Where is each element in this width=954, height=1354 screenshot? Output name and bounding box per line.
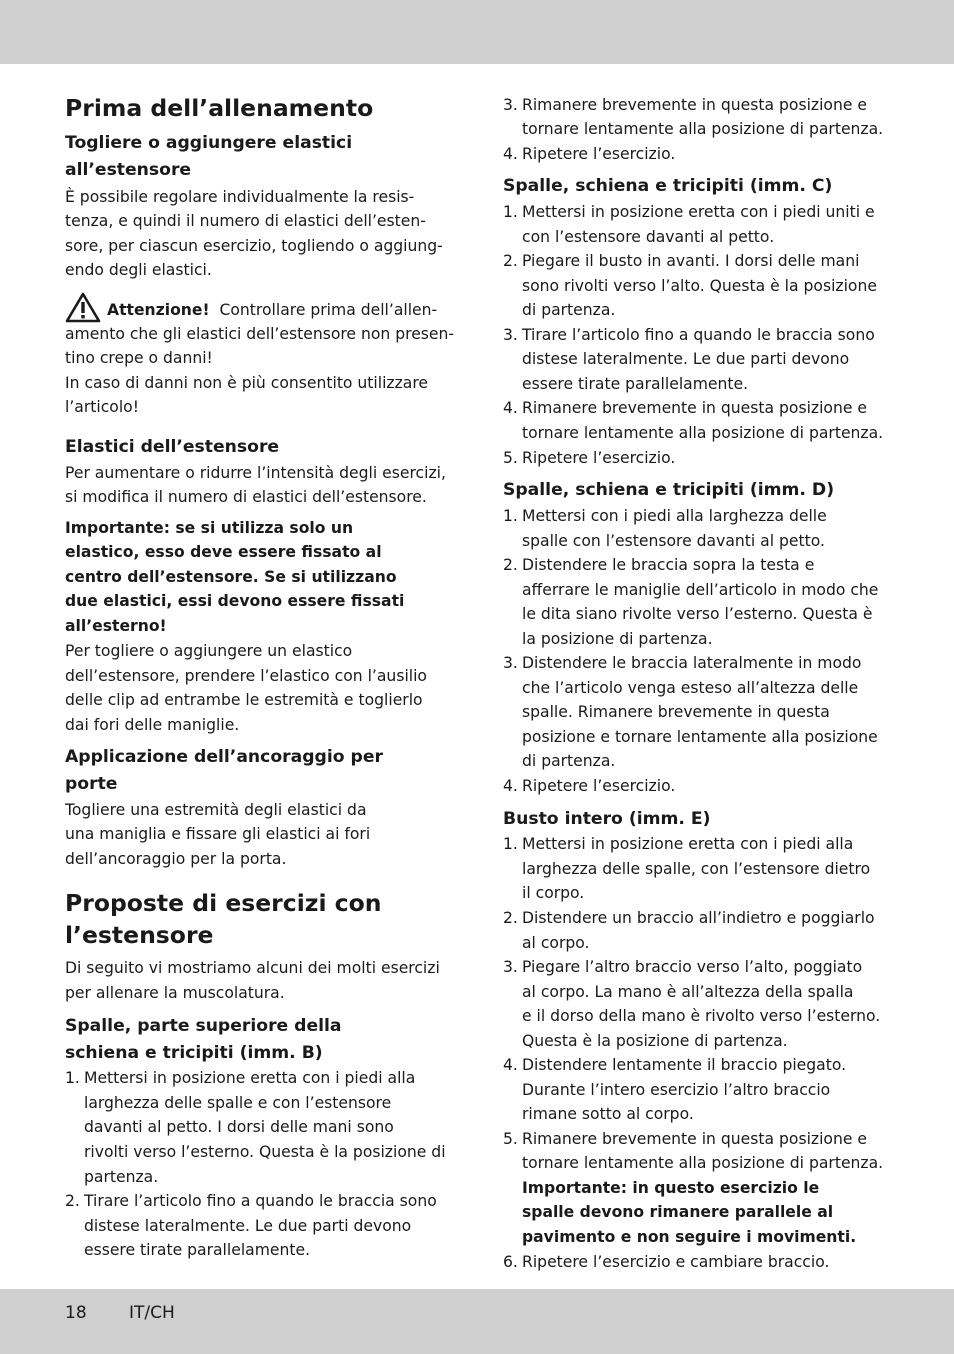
list-number: 4. (503, 399, 518, 417)
list-item-line: Rimanere brevemente in questa posizione e (522, 399, 868, 417)
list-item-line: partenza. (84, 1168, 159, 1186)
heading-spalle-b-line-1: Spalle, parte superiore della (65, 1016, 342, 1036)
list-number: 6. (503, 1253, 518, 1271)
list-number: 3. (503, 96, 518, 114)
heading-spalle-b-line-2: schiena e tricipiti (imm. B) (65, 1043, 323, 1063)
warning-line: amento che gli elastici dell’estensore non presen- (65, 325, 455, 343)
heading-elastici: Elastici dell’estensore (65, 437, 280, 457)
important-line: centro dell’estensore. Se si utilizzano (65, 568, 397, 586)
list-number: 1. (503, 835, 518, 853)
paragraph-line: endo degli elastici. (65, 261, 212, 279)
list-item-line: Distendere le braccia sopra la testa e (522, 556, 815, 574)
list-number: 3. (503, 958, 518, 976)
warning-label: Attenzione! (107, 301, 210, 319)
list-item-line: sono rivolti verso l’alto. Questa è la posizione (522, 277, 877, 295)
list-number: 2. (65, 1192, 80, 1210)
list-item-line: Tirare l’articolo fino a quando le braccia sono (84, 1192, 437, 1210)
important-line: due elastici, essi devono essere fissati (65, 592, 405, 610)
list-item-line: il corpo. (522, 884, 585, 902)
list-item-line: tornare lentamente alla posizione di partenza. (522, 120, 884, 138)
list-number: 4. (503, 777, 518, 795)
paragraph-line: Per aumentare o ridurre l’intensità degli esercizi, (65, 464, 446, 482)
heading-applicazione-line-1: Applicazione dell’ancoraggio per (65, 747, 383, 767)
paragraph-line: dai fori delle maniglie. (65, 716, 240, 734)
heading-prima-allenamento: Prima dell’allenamento (65, 94, 374, 122)
list-item-line: larghezza delle spalle e con l’estensore (84, 1094, 392, 1112)
list-number: 5. (503, 449, 518, 467)
header-band (0, 0, 954, 64)
list-item-line: Rimanere brevemente in questa posizione e (522, 96, 868, 114)
paragraph-line: si modifica il numero di elastici dell’estensore. (65, 488, 427, 506)
warning-line: In caso di danni non è più consentito utilizzare (65, 374, 429, 392)
list-item-line: Distendere le braccia lateralmente in modo (522, 654, 862, 672)
paragraph-line: una maniglia e fissare gli elastici ai fori (65, 825, 371, 843)
list-item-line: afferrare le maniglie dell’articolo in modo che (522, 581, 879, 599)
list-item-line: Tirare l’articolo fino a quando le braccia sono (522, 326, 875, 344)
list-item-line: tornare lentamente alla posizione di partenza. (522, 1154, 884, 1172)
heading-proposte-line-1: Proposte di esercizi con (65, 889, 382, 917)
list-item-line: rimane sotto al corpo. (522, 1105, 694, 1123)
warning-line: l’articolo! (65, 398, 139, 416)
heading-spalle-d: Spalle, schiena e tricipiti (imm. D) (503, 480, 835, 500)
list-item-line: Durante l’intero esercizio l’altro braccio (522, 1081, 831, 1099)
list-item-line: di partenza. (522, 301, 616, 319)
list-item-line: essere tirate parallelamente. (84, 1241, 311, 1259)
paragraph-line: tenza, e quindi il numero di elastici dell’esten- (65, 212, 426, 230)
list-item-line: Ripetere l’esercizio e cambiare braccio. (522, 1253, 830, 1271)
list-item-line: Ripetere l’esercizio. (522, 777, 676, 795)
paragraph-line: dell’estensore, prendere l’elastico con l’ausilio (65, 667, 427, 685)
heading-busto: Busto intero (imm. E) (503, 809, 711, 829)
list-item-line: essere tirate parallelamente. (522, 375, 749, 393)
list-number: 2. (503, 909, 518, 927)
list-item-line: spalle. Rimanere brevemente in questa (522, 703, 830, 721)
important-line: Importante: se si utilizza solo un (65, 519, 354, 537)
list-item-line: Ripetere l’esercizio. (522, 145, 676, 163)
list-item-line: Questa è la posizione di partenza. (522, 1032, 788, 1050)
list-item-line: Distendere un braccio all’indietro e poggiarlo (522, 909, 875, 927)
list-number: 1. (503, 203, 518, 221)
list-number: 2. (503, 556, 518, 574)
warning-line-1 (107, 298, 437, 323)
list-item-line: Ripetere l’esercizio. (522, 449, 676, 467)
paragraph-line: Per togliere o aggiungere un elastico (65, 642, 353, 660)
paragraph-line: Togliere una estremità degli elastici da (65, 801, 367, 819)
list-item-line: e il dorso della mano è rivolto verso l’esterno. (522, 1007, 881, 1025)
list-number: 3. (503, 326, 518, 344)
list-item-line: Mettersi in posizione eretta con i piedi uniti e (522, 203, 875, 221)
list-item-line: di partenza. (522, 752, 616, 770)
list-number: 3. (503, 654, 518, 672)
list-item-line: tornare lentamente alla posizione di partenza. (522, 424, 884, 442)
heading-applicazione-line-2: porte (65, 774, 118, 794)
list-item-line: al corpo. La mano è all’altezza della spalla (522, 983, 854, 1001)
list-number: 4. (503, 145, 518, 163)
list-item-line: con l’estensore davanti al petto. (522, 228, 775, 246)
list-number: 4. (503, 1056, 518, 1074)
important-line: all’esterno! (65, 617, 167, 635)
list-number: 1. (65, 1069, 80, 1087)
list-item-line: che l’articolo venga esteso all’altezza delle (522, 679, 859, 697)
paragraph-line: per allenare la muscolatura. (65, 984, 285, 1002)
list-item-line: Piegare il busto in avanti. I dorsi delle mani (522, 252, 860, 270)
page-number: 18 (65, 1303, 87, 1323)
list-item-line: le dita siano rivolte verso l’esterno. Questa è (522, 605, 873, 623)
list-number: 5. (503, 1130, 518, 1148)
paragraph-line: È possibile regolare individualmente la resis- (65, 188, 415, 206)
important-line: spalle devono rimanere parallele al (522, 1203, 834, 1221)
list-item-line: Mettersi in posizione eretta con i piedi alla (84, 1069, 416, 1087)
list-item-line: spalle con l’estensore davanti al petto. (522, 532, 825, 550)
heading-proposte-line-2: l’estensore (65, 921, 214, 949)
list-item-line: distese lateralmente. Le due parti devono (522, 350, 850, 368)
important-line: pavimento e non seguire i movimenti. (522, 1228, 857, 1246)
list-item-line: Mettersi in posizione eretta con i piedi alla (522, 835, 854, 853)
list-item-line: la posizione di partenza. (522, 630, 713, 648)
list-item-line: Rimanere brevemente in questa posizione e (522, 1130, 868, 1148)
locale-label: IT/CH (129, 1303, 175, 1323)
list-item-line: Mettersi con i piedi alla larghezza delle (522, 507, 827, 525)
list-item-line: rivolti verso l’esterno. Questa è la posizione di (84, 1143, 446, 1161)
list-number: 1. (503, 507, 518, 525)
warning-triangle-icon (65, 292, 101, 323)
list-item-line: posizione e tornare lentamente alla posizione (522, 728, 878, 746)
paragraph-line: delle clip ad entrambe le estremità e toglierlo (65, 691, 423, 709)
paragraph-line: dell’ancoraggio per la porta. (65, 850, 287, 868)
warning-line: tino crepe o danni! (65, 349, 213, 367)
paragraph-line: Di seguito vi mostriamo alcuni dei molti esercizi (65, 959, 440, 977)
paragraph-line: sore, per ciascun esercizio, togliendo o aggiung- (65, 237, 443, 255)
warning-text: Controllare prima dell’allen- (219, 301, 438, 319)
list-item-line: Distendere lentamente il braccio piegato. (522, 1056, 847, 1074)
list-number: 2. (503, 252, 518, 270)
list-item-line: davanti al petto. I dorsi delle mani sono (84, 1118, 394, 1136)
list-item-line: Piegare l’altro braccio verso l’alto, poggiato (522, 958, 863, 976)
important-line: Importante: in questo esercizio le (522, 1179, 820, 1197)
list-item-line: al corpo. (522, 934, 590, 952)
list-item-line: distese lateralmente. Le due parti devono (84, 1217, 412, 1235)
list-item-line: larghezza delle spalle, con l’estensore dietro (522, 860, 871, 878)
important-line: elastico, esso deve essere fissato al (65, 543, 382, 561)
heading-spalle-c: Spalle, schiena e tricipiti (imm. C) (503, 176, 833, 196)
heading-togliere-line-1: Togliere o aggiungere elastici (65, 133, 353, 153)
heading-togliere-line-2: all’estensore (65, 160, 192, 180)
